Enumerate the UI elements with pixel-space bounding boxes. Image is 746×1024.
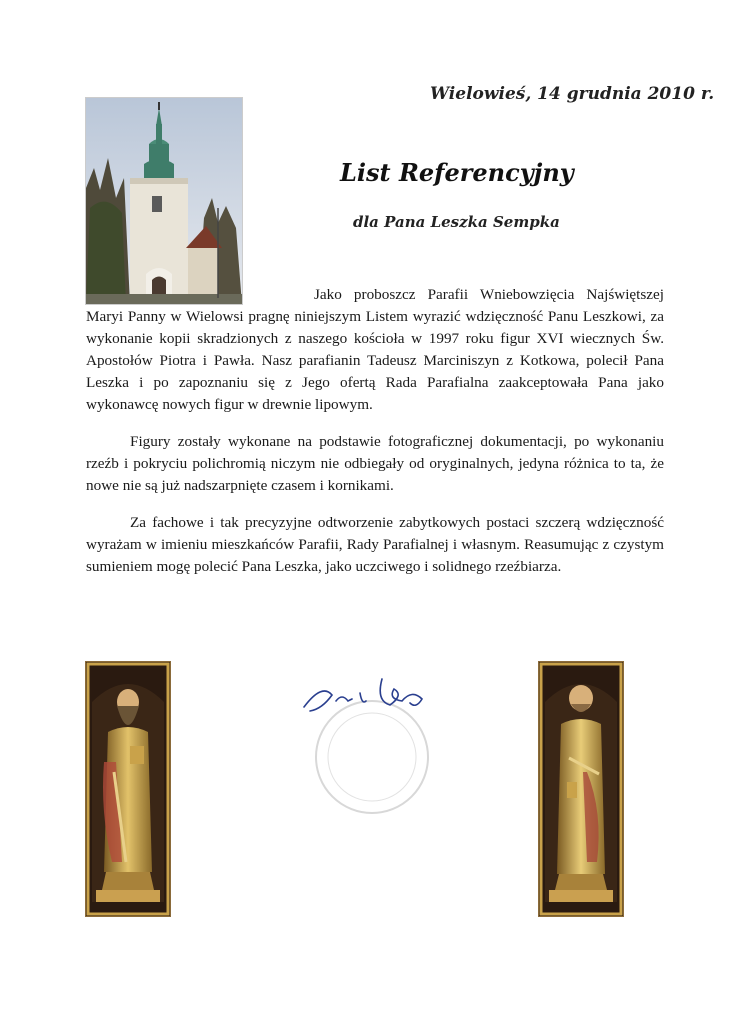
letter-title: List Referencyjny [340,158,574,187]
statue-photo-left [86,662,170,916]
church-photo [86,98,242,304]
body-paragraph: Figury zostały wykonane na podstawie fotograficznej dokumentacji, po wykonaniu rzeźb i pokryciu polichromią niczym nie odbiegały od oryginalnych, jedyna różnica to ta, że nowe nie są już nadszarpnięte czasem i kornikami. [86,433,664,494]
statue-photo-right [539,662,623,916]
letter-date: Wielowieś, 14 grudnia 2010 r. [430,84,715,104]
body-paragraph: Jako proboszcz Parafii Wniebowzięcia Najświętszej Maryi Panny w Wielowsi pragnę niniejszym Listem wyrazić wdzięczność Panu Leszkowi, za wykonanie kopii skradzionych z naszego kościoła w 1997 roku figur XVI wiecznych Św. Apostołów Piotra i Pawła. Nasz parafianin Tadeusz Marciniszyn z Kotkowa, polecił Pana Leszka i po zapoznaniu się z Jego ofertą Rada Parafialna zaakceptowała Pana jako wykonawcę nowych figur w drewnie lipowym. [86,286,664,413]
letter-subtitle: dla Pana Leszka Sempka [353,213,560,231]
body-paragraph: Za fachowe i tak precyzyjne odtworzenie zabytkowych postaci szczerą wdzięczność wyrażam w imieniu mieszkańców Parafii, Rady Parafialnej i własnym. Reasumując z czystym sumieniem mogę polecić Pana Leszka, jako uczciwego i solidnego rzeźbiarza. [86,514,664,575]
letter-body [86,284,664,593]
signature-and-stamp [292,665,452,815]
